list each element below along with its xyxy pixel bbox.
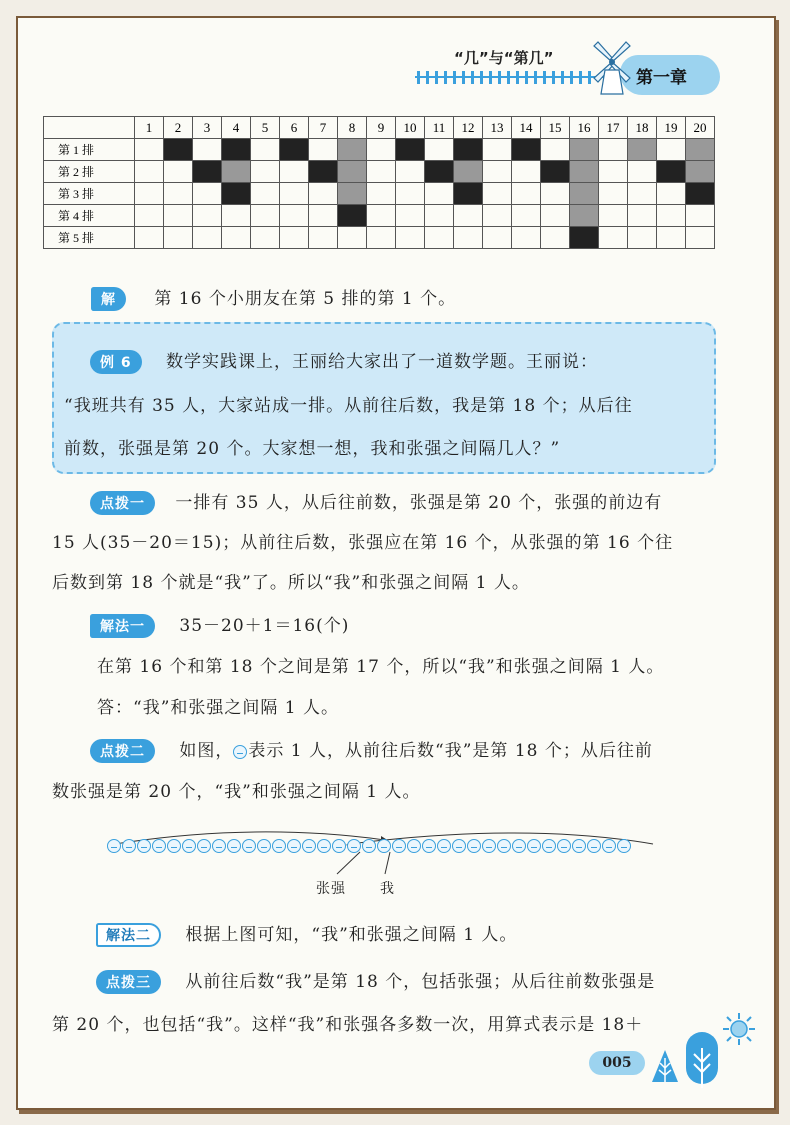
grid-cell [222,227,251,249]
grid-cell [686,139,715,161]
col-header: 20 [686,117,715,139]
grid-row [44,183,715,205]
col-header: 9 [367,117,396,139]
children-row [107,838,632,857]
col-header: 11 [425,117,454,139]
tree-tall-icon [684,1030,720,1088]
child-bubble [167,839,181,853]
grid-cell [193,205,222,227]
grid-row [44,205,715,227]
child-bubble [602,839,616,853]
grid-cell [338,205,367,227]
grid-cell [280,205,309,227]
grid-cell [454,227,483,249]
grid-cell [280,139,309,161]
col-header: 18 [628,117,657,139]
child-bubble [617,839,631,853]
grid-cell [280,183,309,205]
child-bubble [227,839,241,853]
hint2-line-1 [90,736,653,763]
grid-cell [512,205,541,227]
col-header: 10 [396,117,425,139]
section-title: “几”与“第几” [454,49,554,67]
grid-cell [599,205,628,227]
child-bubble [122,839,136,853]
grid-cell [251,139,280,161]
col-header: 12 [454,117,483,139]
child-bubble [452,839,466,853]
grid-cell [280,161,309,183]
grid-cell [628,161,657,183]
method1-answer: 答：“我”和张强之间隔 1 人。 [97,698,340,718]
grid-cell [338,139,367,161]
example-text-1: 数学实践课上，王丽给大家出了一道数学题。王丽说： [166,352,599,372]
grid-cell [570,161,599,183]
chapter-label: 第一章 [636,68,687,88]
grid-cell [686,183,715,205]
method1-formula: 35－20＋1＝16(个) [179,616,350,636]
child-bubble [287,839,301,853]
grid-cell [367,227,396,249]
grid-cell [541,161,570,183]
grid-cell [541,205,570,227]
col-header: 5 [251,117,280,139]
child-bubble [587,839,601,853]
label-zhang: 张强 [316,881,346,897]
grid-cell [396,161,425,183]
col-header: 13 [483,117,512,139]
example-tag: 例 6 [90,350,142,374]
grid-cell [483,139,512,161]
grid-row [44,139,715,161]
grid-cell [570,205,599,227]
grid-cell [338,183,367,205]
grid-cell [483,227,512,249]
method1-tag: 解法一 [90,614,155,638]
grid-cell [425,161,454,183]
grid-cell [570,183,599,205]
hint2-text-post: 表示 1 人，从前往后数“我”是第 18 个；从后往前 [248,741,653,761]
child-bubble [392,839,406,853]
grid-cell [135,227,164,249]
col-header: 19 [657,117,686,139]
smiley-icon [233,745,247,759]
grid-cell [193,227,222,249]
grid-cell [135,161,164,183]
grid-cell [512,183,541,205]
sun-icon [722,1012,756,1046]
child-bubble [272,839,286,853]
grid-cell [222,183,251,205]
grid-cell [512,161,541,183]
col-header: 7 [309,117,338,139]
method1-text: 在第 16 个和第 18 个之间是第 17 个，所以“我”和张强之间隔 1 人。 [97,657,665,677]
grid-cell [628,139,657,161]
grid-cell [164,227,193,249]
child-bubble [467,839,481,853]
grid-cell [193,161,222,183]
grid-cell [541,139,570,161]
hint1-line-1 [90,488,662,515]
grid-cell [222,161,251,183]
hint3-tag: 点拨三 [96,970,161,994]
col-header: 14 [512,117,541,139]
fence-decoration [415,70,610,84]
grid-cell [309,227,338,249]
grid-cell [164,205,193,227]
grid-cell [599,161,628,183]
grid-cell [251,161,280,183]
solution-line [91,284,456,311]
child-bubble [212,839,226,853]
grid-cell [686,227,715,249]
child-bubble [497,839,511,853]
col-header: 6 [280,117,309,139]
grid-cell [309,161,338,183]
col-header: 3 [193,117,222,139]
grid-cell [425,205,454,227]
child-bubble [557,839,571,853]
grid-cell [657,161,686,183]
child-bubble [347,839,361,853]
grid-cell [164,139,193,161]
hint3-text-1: 从前往后数“我”是第 18 个，包括张强；从后往前数张强是 [185,972,656,992]
hint2-tag: 点拨二 [90,739,155,763]
grid-cell [367,139,396,161]
grid-cell [193,139,222,161]
grid-cell [338,227,367,249]
col-header: 15 [541,117,570,139]
child-bubble [437,839,451,853]
child-bubble [302,839,316,853]
grid-cell [628,227,657,249]
grid-cell [628,205,657,227]
grid-cell [570,139,599,161]
child-bubble [422,839,436,853]
grid-cell [512,139,541,161]
example-text-3: 前数，张强是第 20 个。大家想一想，我和张强之间隔几人？” [64,439,561,459]
grid-cell [599,139,628,161]
child-bubble [377,839,391,853]
grid-header-row [44,117,715,139]
grid-row [44,161,715,183]
label-me: 我 [380,881,395,897]
child-bubble [242,839,256,853]
child-bubble [542,839,556,853]
col-header: 8 [338,117,367,139]
child-bubble [407,839,421,853]
grid-cell [222,205,251,227]
grid-cell [570,227,599,249]
hint1-text-3: 后数到第 18 个就是“我”了。所以“我”和张强之间隔 1 人。 [52,573,530,593]
grid-cell [338,161,367,183]
grid-cell [193,183,222,205]
grid-cell [396,227,425,249]
grid-cell [454,161,483,183]
page-number: 005 [589,1051,645,1075]
hint2-text-pre: 如图， [179,741,234,761]
grid-cell [657,205,686,227]
grid-cell [512,227,541,249]
grid-cell [309,205,338,227]
child-bubble [197,839,211,853]
example-line-1 [90,347,598,374]
col-header: 2 [164,117,193,139]
row-label: 第 5 排 [44,227,135,249]
grid-cell [309,183,338,205]
grid-cell [657,183,686,205]
seating-grid [43,116,715,249]
grid-cell [425,183,454,205]
grid-cell [251,183,280,205]
child-bubble [182,839,196,853]
grid-cell [367,205,396,227]
grid-row [44,227,715,249]
grid-cell [686,205,715,227]
child-bubble [362,839,376,853]
grid-cell [309,139,338,161]
grid-cell [541,183,570,205]
row-label: 第 2 排 [44,161,135,183]
grid-cell [135,139,164,161]
tree-small-icon [650,1048,680,1086]
child-bubble [482,839,496,853]
grid-cell [686,161,715,183]
grid-cell [396,205,425,227]
grid-cell [628,183,657,205]
solution-tag: 解 [91,287,126,311]
row-label: 第 1 排 [44,139,135,161]
child-bubble [107,839,121,853]
grid-corner [44,117,135,139]
hint1-text-1: 一排有 35 人，从后往前数，张强是第 20 个，张强的前边有 [175,493,663,513]
grid-cell [541,227,570,249]
grid-cell [251,227,280,249]
method2-tag: 解法二 [96,923,161,947]
grid-cell [483,205,512,227]
grid-cell [599,183,628,205]
col-header: 16 [570,117,599,139]
grid-cell [135,205,164,227]
row-label: 第 3 排 [44,183,135,205]
solution-text: 第 16 个小朋友在第 5 排的第 1 个。 [154,289,457,309]
grid-cell [367,183,396,205]
child-bubble [137,839,151,853]
child-bubble [512,839,526,853]
example-text-2: “我班共有 35 人，大家站成一排。从前往后数，我是第 18 个；从后往 [64,396,633,416]
grid-cell [251,205,280,227]
grid-cell [454,183,483,205]
grid-cell [483,161,512,183]
col-header: 17 [599,117,628,139]
grid-cell [367,161,396,183]
method2-text: 根据上图可知，“我”和张强之间隔 1 人。 [185,925,518,945]
child-bubble [257,839,271,853]
child-bubble [317,839,331,853]
grid-cell [396,139,425,161]
grid-cell [454,139,483,161]
method1-line [90,611,349,638]
hint1-tag: 点拨一 [90,491,155,515]
child-bubble [332,839,346,853]
hint3-text-2: 第 20 个，也包括“我”。这样“我”和张强各多数一次，用算式表示是 18＋ [52,1015,644,1035]
grid-cell [280,227,309,249]
grid-cell [657,139,686,161]
grid-cell [599,227,628,249]
child-bubble [152,839,166,853]
hint1-text-2: 15 人(35－20＝15)；从前往后数，张强应在第 16 个，从张强的第 16 个往 [52,533,674,553]
child-bubble [527,839,541,853]
hint2-text-2: 数张强是第 20 个，“我”和张强之间隔 1 人。 [52,782,421,802]
grid-cell [425,227,454,249]
col-header: 4 [222,117,251,139]
col-header: 1 [135,117,164,139]
hint3-line-1 [96,967,655,994]
grid-cell [135,183,164,205]
grid-cell [425,139,454,161]
windmill-icon [590,40,635,95]
grid-cell [396,183,425,205]
grid-cell [483,183,512,205]
grid-cell [454,205,483,227]
grid-cell [164,161,193,183]
row-label: 第 4 排 [44,205,135,227]
method2-line [96,920,517,947]
grid-cell [164,183,193,205]
grid-cell [222,139,251,161]
child-bubble [572,839,586,853]
grid-cell [657,227,686,249]
